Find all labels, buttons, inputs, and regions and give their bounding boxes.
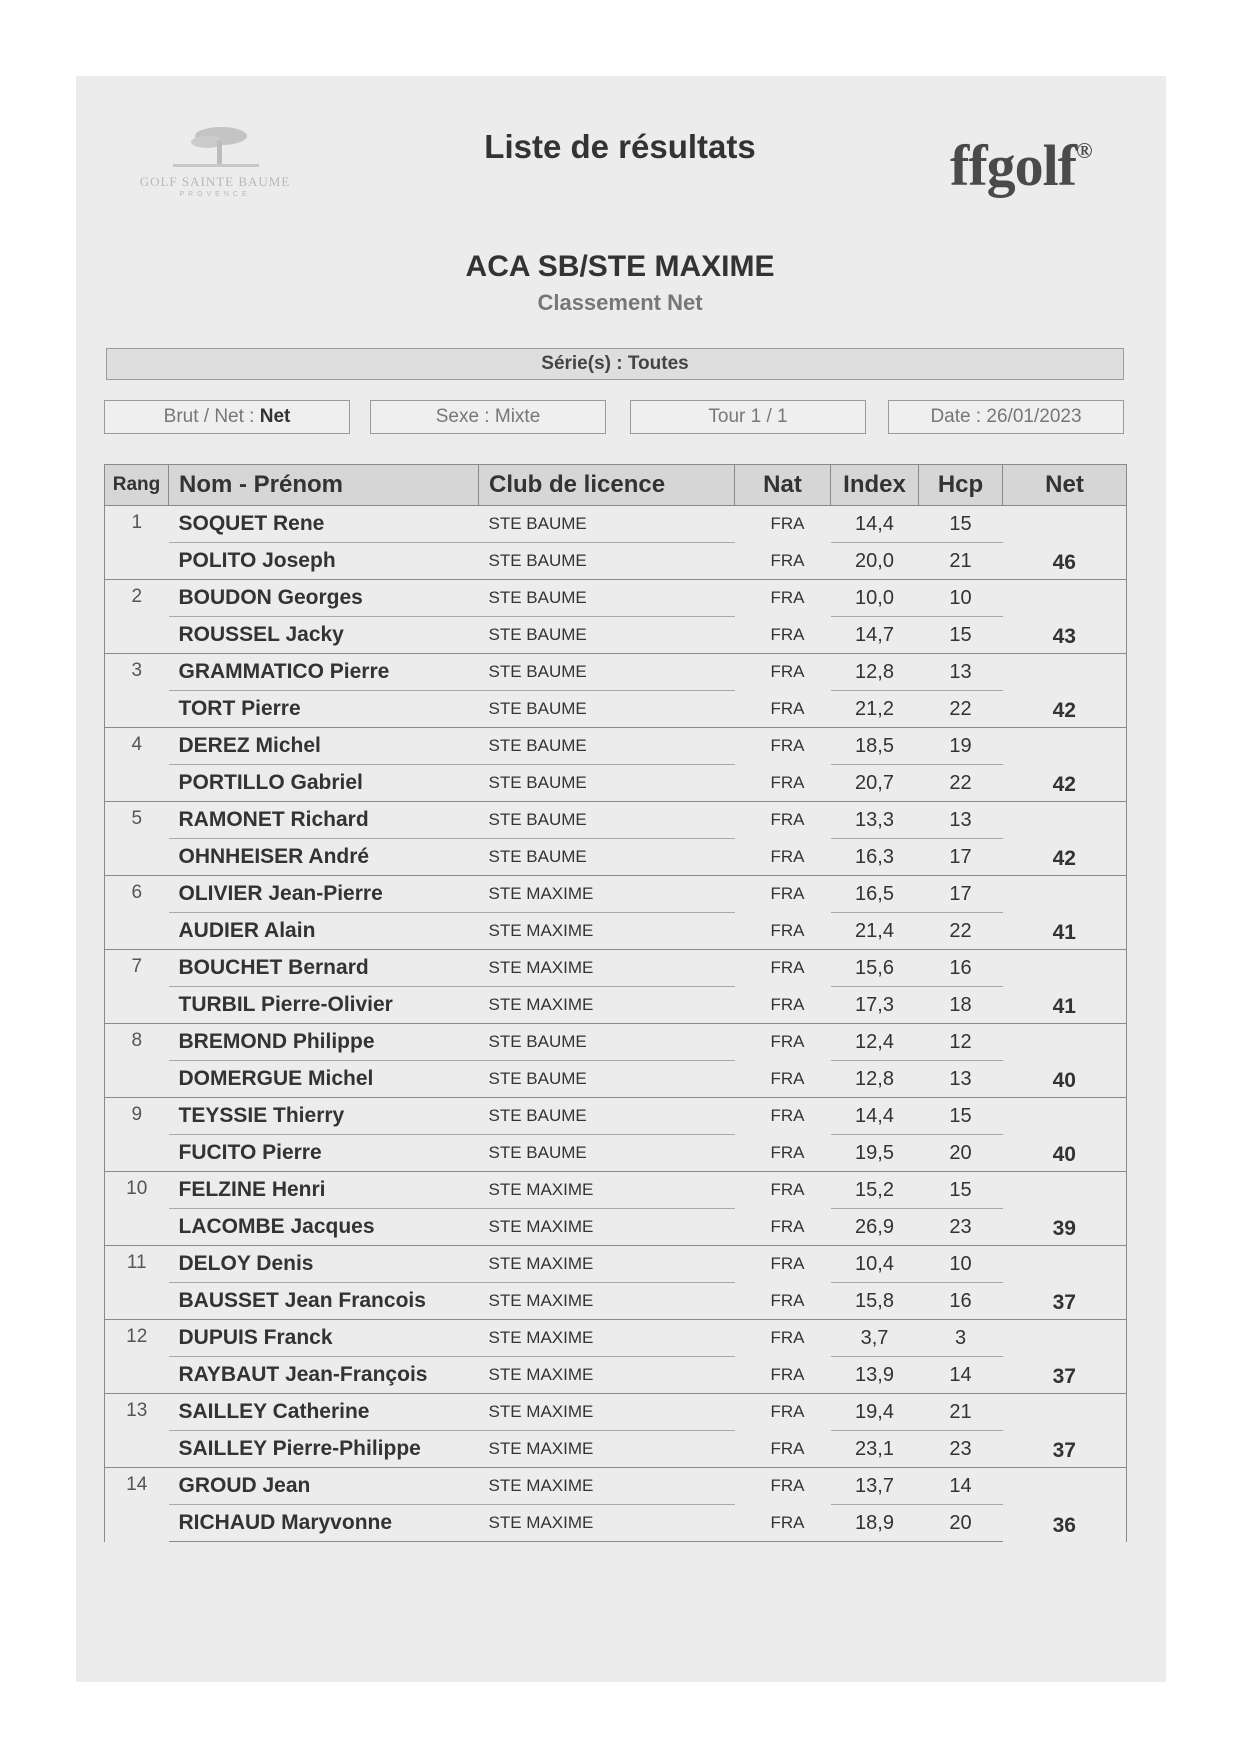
player-name: DELOY Denis (169, 1246, 479, 1283)
player-hcp: 17 (919, 839, 1003, 876)
player-index: 13,3 (831, 802, 919, 839)
player-index: 13,7 (831, 1468, 919, 1505)
player-index: 18,5 (831, 728, 919, 765)
table-row (105, 802, 1127, 839)
team-rank: 3 (105, 654, 169, 728)
player-name: LACOMBE Jacques (169, 1209, 479, 1246)
player-nat: FRA (735, 839, 831, 876)
player-name: TORT Pierre (169, 691, 479, 728)
player-name: RAYBAUT Jean-François (169, 1357, 479, 1394)
player-club: STE MAXIME (479, 1394, 735, 1431)
player-club: STE MAXIME (479, 913, 735, 950)
player-club: STE BAUME (479, 580, 735, 617)
player-club: STE BAUME (479, 1061, 735, 1098)
player-nat: FRA (735, 1135, 831, 1172)
team-rank: 14 (105, 1468, 169, 1542)
player-hcp: 22 (919, 765, 1003, 802)
tree-logo-icon (155, 122, 275, 172)
table-row (105, 728, 1127, 765)
team-net: 39 (1003, 1172, 1127, 1246)
team-rank: 9 (105, 1098, 169, 1172)
player-index: 14,7 (831, 617, 919, 654)
player-club: STE MAXIME (479, 987, 735, 1024)
player-name: TURBIL Pierre-Olivier (169, 987, 479, 1024)
competition-name: ACA SB/STE MAXIME (465, 250, 775, 283)
table-row (105, 1283, 1127, 1320)
tour-box: Tour 1 / 1 (630, 400, 866, 434)
player-nat: FRA (735, 765, 831, 802)
table-row (105, 506, 1127, 543)
brut-net-label: Brut / Net : (163, 406, 255, 427)
player-name: BAUSSET Jean Francois (169, 1283, 479, 1320)
player-index: 19,5 (831, 1135, 919, 1172)
player-hcp: 23 (919, 1209, 1003, 1246)
player-club: STE BAUME (479, 506, 735, 543)
player-hcp: 13 (919, 1061, 1003, 1098)
player-nat: FRA (735, 876, 831, 913)
player-index: 14,4 (831, 506, 919, 543)
player-name: AUDIER Alain (169, 913, 479, 950)
player-club: STE BAUME (479, 765, 735, 802)
player-name: OHNHEISER André (169, 839, 479, 876)
player-nat: FRA (735, 987, 831, 1024)
player-club: STE MAXIME (479, 1431, 735, 1468)
player-hcp: 15 (919, 506, 1003, 543)
player-index: 10,4 (831, 1246, 919, 1283)
player-nat: FRA (735, 1209, 831, 1246)
player-nat: FRA (735, 1098, 831, 1135)
player-name: GROUD Jean (169, 1468, 479, 1505)
team-net: 42 (1003, 802, 1127, 876)
player-hcp: 19 (919, 728, 1003, 765)
player-index: 18,9 (831, 1505, 919, 1542)
player-nat: FRA (735, 1283, 831, 1320)
table-row (105, 1172, 1127, 1209)
player-index: 16,3 (831, 839, 919, 876)
player-nat: FRA (735, 1061, 831, 1098)
player-club: STE MAXIME (479, 1283, 735, 1320)
player-index: 21,2 (831, 691, 919, 728)
player-nat: FRA (735, 1357, 831, 1394)
team-net: 37 (1003, 1320, 1127, 1394)
player-hcp: 22 (919, 913, 1003, 950)
player-index: 13,9 (831, 1357, 919, 1394)
table-row (105, 1505, 1127, 1542)
team-rank: 6 (105, 876, 169, 950)
player-nat: FRA (735, 1431, 831, 1468)
player-hcp: 13 (919, 654, 1003, 691)
team-net: 40 (1003, 1024, 1127, 1098)
column-header-net: Net (1003, 465, 1127, 506)
brut-net-box (104, 400, 350, 434)
player-nat: FRA (735, 1320, 831, 1357)
team-net: 37 (1003, 1394, 1127, 1468)
player-hcp: 23 (919, 1431, 1003, 1468)
player-name: RAMONET Richard (169, 802, 479, 839)
player-nat: FRA (735, 1394, 831, 1431)
player-nat: FRA (735, 802, 831, 839)
team-rank: 11 (105, 1246, 169, 1320)
table-row (105, 1320, 1127, 1357)
player-hcp: 15 (919, 1098, 1003, 1135)
table-row (105, 1209, 1127, 1246)
player-nat: FRA (735, 1468, 831, 1505)
column-header-rang: Rang (105, 465, 169, 506)
player-hcp: 20 (919, 1505, 1003, 1542)
table-row (105, 839, 1127, 876)
player-index: 21,4 (831, 913, 919, 950)
results-table (104, 464, 1127, 1542)
player-index: 14,4 (831, 1098, 919, 1135)
player-index: 3,7 (831, 1320, 919, 1357)
team-net: 46 (1003, 506, 1127, 580)
player-index: 15,6 (831, 950, 919, 987)
table-row (105, 1024, 1127, 1061)
player-hcp: 17 (919, 876, 1003, 913)
player-nat: FRA (735, 543, 831, 580)
player-name: BOUDON Georges (169, 580, 479, 617)
player-index: 19,4 (831, 1394, 919, 1431)
player-name: OLIVIER Jean-Pierre (169, 876, 479, 913)
player-name: FUCITO Pierre (169, 1135, 479, 1172)
sexe-label: Sexe : (435, 406, 490, 427)
player-nat: FRA (735, 913, 831, 950)
player-nat: FRA (735, 691, 831, 728)
table-row (105, 691, 1127, 728)
player-hcp: 16 (919, 950, 1003, 987)
player-club: STE BAUME (479, 839, 735, 876)
team-net: 43 (1003, 580, 1127, 654)
player-club: STE BAUME (479, 728, 735, 765)
column-header-club: Club de licence (479, 465, 735, 506)
player-name: ROUSSEL Jacky (169, 617, 479, 654)
team-net: 41 (1003, 876, 1127, 950)
player-club: STE MAXIME (479, 1357, 735, 1394)
table-row (105, 1468, 1127, 1505)
player-index: 26,9 (831, 1209, 919, 1246)
team-rank: 12 (105, 1320, 169, 1394)
table-row (105, 1135, 1127, 1172)
player-hcp: 15 (919, 617, 1003, 654)
table-row (105, 1061, 1127, 1098)
player-name: SAILLEY Catherine (169, 1394, 479, 1431)
player-club: STE MAXIME (479, 1209, 735, 1246)
player-name: SAILLEY Pierre-Philippe (169, 1431, 479, 1468)
player-nat: FRA (735, 1505, 831, 1542)
player-name: POLITO Joseph (169, 543, 479, 580)
table-row (105, 765, 1127, 802)
table-row (105, 913, 1127, 950)
player-name: BOUCHET Bernard (169, 950, 479, 987)
table-row (105, 1394, 1127, 1431)
player-nat: FRA (735, 506, 831, 543)
player-index: 12,4 (831, 1024, 919, 1061)
player-nat: FRA (735, 1024, 831, 1061)
team-rank: 1 (105, 506, 169, 580)
club-logo (110, 122, 320, 212)
player-hcp: 10 (919, 580, 1003, 617)
competition-ranking: Classement Net (537, 290, 703, 315)
team-rank: 10 (105, 1172, 169, 1246)
table-row (105, 876, 1127, 913)
registered-mark: ® (1076, 138, 1092, 163)
ffgolf-logo (950, 132, 1092, 199)
player-hcp: 3 (919, 1320, 1003, 1357)
team-rank: 8 (105, 1024, 169, 1098)
player-nat: FRA (735, 728, 831, 765)
player-hcp: 21 (919, 543, 1003, 580)
player-club: STE BAUME (479, 802, 735, 839)
table-row (105, 580, 1127, 617)
player-index: 23,1 (831, 1431, 919, 1468)
column-header-name: Nom - Prénom (169, 465, 479, 506)
player-index: 20,7 (831, 765, 919, 802)
team-net: 42 (1003, 654, 1127, 728)
player-index: 16,5 (831, 876, 919, 913)
player-club: STE BAUME (479, 1024, 735, 1061)
player-club: STE MAXIME (479, 1468, 735, 1505)
player-club: STE MAXIME (479, 1505, 735, 1542)
date-box: Date : 26/01/2023 (888, 400, 1124, 434)
brut-net-value: Net (259, 406, 291, 427)
results-body (105, 506, 1127, 1542)
team-rank: 7 (105, 950, 169, 1024)
player-club: STE BAUME (479, 1098, 735, 1135)
column-header-hcp: Hcp (919, 465, 1003, 506)
table-row (105, 1098, 1127, 1135)
team-rank: 4 (105, 728, 169, 802)
player-index: 12,8 (831, 654, 919, 691)
player-hcp: 21 (919, 1394, 1003, 1431)
table-row (105, 617, 1127, 654)
page-title: Liste de résultats (484, 128, 756, 165)
player-name: DOMERGUE Michel (169, 1061, 479, 1098)
table-row (105, 950, 1127, 987)
table-row (105, 1357, 1127, 1394)
player-club: STE MAXIME (479, 1246, 735, 1283)
club-logo-sub: PROVENCE (179, 191, 251, 198)
player-hcp: 20 (919, 1135, 1003, 1172)
player-club: STE BAUME (479, 1135, 735, 1172)
player-index: 17,3 (831, 987, 919, 1024)
player-index: 12,8 (831, 1061, 919, 1098)
player-hcp: 13 (919, 802, 1003, 839)
series-bar: Série(s) : Toutes (106, 348, 1124, 380)
team-net: 40 (1003, 1098, 1127, 1172)
player-nat: FRA (735, 580, 831, 617)
player-nat: FRA (735, 1172, 831, 1209)
player-hcp: 15 (919, 1172, 1003, 1209)
player-hcp: 14 (919, 1468, 1003, 1505)
team-rank: 2 (105, 580, 169, 654)
player-index: 20,0 (831, 543, 919, 580)
player-club: STE BAUME (479, 543, 735, 580)
player-nat: FRA (735, 1246, 831, 1283)
player-hcp: 18 (919, 987, 1003, 1024)
table-header-row (105, 465, 1127, 506)
table-row (105, 1246, 1127, 1283)
player-club: STE BAUME (479, 691, 735, 728)
player-name: TEYSSIE Thierry (169, 1098, 479, 1135)
player-nat: FRA (735, 654, 831, 691)
table-row (105, 1431, 1127, 1468)
player-name: PORTILLO Gabriel (169, 765, 479, 802)
team-net: 37 (1003, 1246, 1127, 1320)
club-logo-name: GOLF SAINTE BAUME (139, 174, 291, 189)
player-name: FELZINE Henri (169, 1172, 479, 1209)
team-net: 36 (1003, 1468, 1127, 1542)
player-index: 10,0 (831, 580, 919, 617)
table-row (105, 654, 1127, 691)
player-name: DEREZ Michel (169, 728, 479, 765)
team-rank: 13 (105, 1394, 169, 1468)
team-rank: 5 (105, 802, 169, 876)
sexe-box (370, 400, 606, 434)
player-hcp: 10 (919, 1246, 1003, 1283)
player-name: BREMOND Philippe (169, 1024, 479, 1061)
player-name: RICHAUD Maryvonne (169, 1505, 479, 1542)
player-index: 15,2 (831, 1172, 919, 1209)
team-net: 41 (1003, 950, 1127, 1024)
sexe-value: Mixte (494, 406, 541, 427)
player-hcp: 16 (919, 1283, 1003, 1320)
player-club: STE MAXIME (479, 950, 735, 987)
column-header-index: Index (831, 465, 919, 506)
player-index: 15,8 (831, 1283, 919, 1320)
player-name: DUPUIS Franck (169, 1320, 479, 1357)
table-row (105, 987, 1127, 1024)
player-club: STE MAXIME (479, 1172, 735, 1209)
player-club: STE MAXIME (479, 1320, 735, 1357)
team-net: 42 (1003, 728, 1127, 802)
player-name: GRAMMATICO Pierre (169, 654, 479, 691)
player-nat: FRA (735, 617, 831, 654)
player-club: STE BAUME (479, 617, 735, 654)
player-hcp: 12 (919, 1024, 1003, 1061)
player-name: SOQUET Rene (169, 506, 479, 543)
player-hcp: 14 (919, 1357, 1003, 1394)
player-club: STE BAUME (479, 654, 735, 691)
player-nat: FRA (735, 950, 831, 987)
ffgolf-brand: ffgolf (950, 133, 1077, 198)
column-header-nat: Nat (735, 465, 831, 506)
player-hcp: 22 (919, 691, 1003, 728)
player-club: STE MAXIME (479, 876, 735, 913)
table-row (105, 543, 1127, 580)
